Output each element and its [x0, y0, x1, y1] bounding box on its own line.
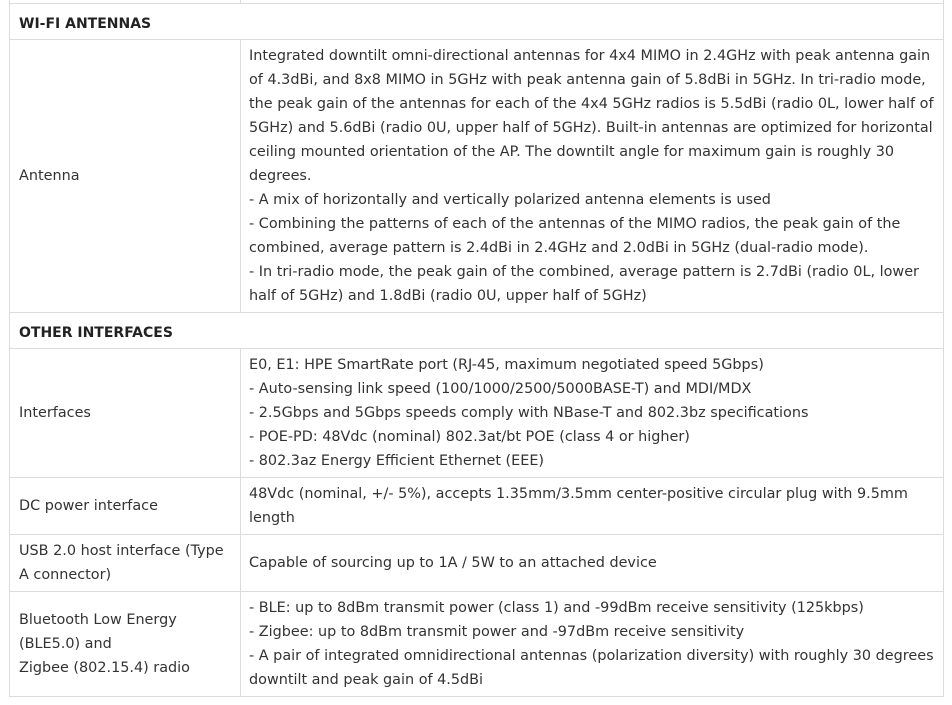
- spec-row: [10, 535, 944, 592]
- spec-value-line: 48Vdc (nominal, +/- 5%), accepts 1.35mm/3.5mm center-positive circular plug with 9.5mm length: [249, 486, 913, 526]
- spec-value-line: - In tri-radio mode, the peak gain of the combined, average pattern is 2.7dBi (radio 0L, lower half of 5GHz) and 1.8dBi (radio 0U, upper half of 5GHz): [249, 264, 924, 304]
- spec-label: DC power interface: [19, 498, 158, 514]
- specifications-table-body: [10, 0, 944, 697]
- section-header-row: [10, 4, 944, 40]
- spec-value-line: Integrated downtilt omni-directional antennas for 4x4 MIMO in 2.4GHz with peak antenna gain of 4.3dBi, and 8x8 MIMO in 5GHz with peak antenna gain of 5.8dBi in 5GHz. In tri-radio mode, the peak gain of the antennas for each of the 4x4 5GHz radios is 5.5dBi (radio 0L, lower half of 5GHz) and 5.6dBi (radio 0U, upper half of 5GHz). Built-in antennas are optimized for horizontal ceiling mounted orientation of the AP. The downtilt angle for maximum gain is roughly 30 degrees.: [249, 48, 939, 184]
- spec-value-line: - 2.5Gbps and 5Gbps speeds comply with NBase-T and 802.3bz specifications: [249, 405, 809, 421]
- spec-row: [10, 40, 944, 313]
- spec-value-line: - BLE: up to 8dBm transmit power (class 1) and -99dBm receive sensitivity (125kbps): [249, 600, 864, 616]
- section-title: OTHER INTERFACES: [10, 313, 944, 349]
- spec-value-cell: [241, 349, 944, 478]
- spec-label: USB 2.0 host interface (Type A connector): [19, 543, 229, 583]
- spec-value-line: Capable of sourcing up to 1A / 5W to an attached device: [249, 555, 657, 571]
- spec-label: Interfaces: [19, 405, 91, 421]
- spec-value-line: - 802.3az Energy Efficient Ethernet (EEE): [249, 453, 545, 469]
- spec-row: [10, 349, 944, 478]
- section-header-row: [10, 313, 944, 349]
- section-title: WI-FI ANTENNAS: [10, 4, 944, 40]
- spec-value-line: - A mix of horizontally and vertically polarized antenna elements is used: [249, 192, 771, 208]
- specifications-table: [9, 0, 944, 697]
- spec-value-cell: [241, 535, 944, 592]
- spec-value-cell: [241, 478, 944, 535]
- spec-value-cell: [241, 592, 944, 697]
- spec-value-line: - Combining the patterns of each of the antennas of the MIMO radios, the peak gain of the combined, average pattern is 2.4dBi in 2.4GHz and 2.0dBi in 5GHz (dual-radio mode).: [249, 216, 905, 256]
- spec-value-line: - A pair of integrated omnidirectional antennas (polarization diversity) with roughly 30 degrees downtilt and peak gain of 4.5dBi: [249, 648, 939, 688]
- spec-value-cell: [241, 40, 944, 313]
- spec-label-cell: [10, 349, 241, 478]
- spec-label-cell: [10, 478, 241, 535]
- spec-row: [10, 592, 944, 697]
- spec-value-line: - Auto-sensing link speed (100/1000/2500/5000BASE-T) and MDI/MDX: [249, 381, 752, 397]
- spec-label-cell: [10, 592, 241, 697]
- spec-label-cell: [10, 40, 241, 313]
- spec-value-line: E0, E1: HPE SmartRate port (RJ-45, maximum negotiated speed 5Gbps): [249, 357, 764, 373]
- spec-value-line: - POE-PD: 48Vdc (nominal) 802.3at/bt POE (class 4 or higher): [249, 429, 690, 445]
- spec-value-line: - Zigbee: up to 8dBm transmit power and -97dBm receive sensitivity: [249, 624, 745, 640]
- spec-label-cell: [10, 535, 241, 592]
- spec-label: Antenna: [19, 168, 80, 184]
- spec-row: [10, 478, 944, 535]
- spec-label: Bluetooth Low Energy (BLE5.0) and Zigbee (802.15.4) radio: [19, 612, 190, 676]
